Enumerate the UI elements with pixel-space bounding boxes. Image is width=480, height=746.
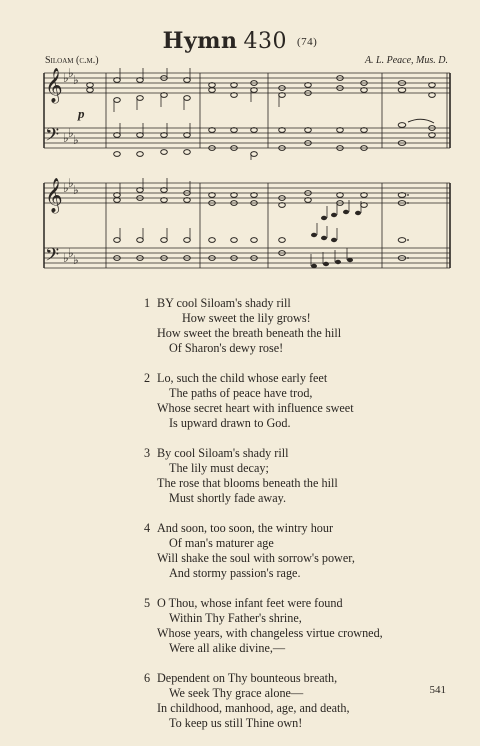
svg-text:𝄢: 𝄢 bbox=[45, 125, 60, 150]
verse-2 bbox=[0, 371, 480, 431]
verse-number: 1 bbox=[144, 296, 151, 310]
verse-line: By cool Siloam's shady rill bbox=[157, 446, 289, 460]
music-system-2 bbox=[42, 178, 452, 270]
svg-text:♭: ♭ bbox=[73, 133, 79, 147]
dynamic-marking: p bbox=[78, 106, 85, 121]
verse-line: Lo, such the child whose early feet bbox=[157, 371, 328, 385]
verse-line: Whose years, with changeless virtue crowned, bbox=[157, 626, 383, 640]
verse-line: Of man's maturer age bbox=[169, 536, 274, 550]
filled-notes-system-2 bbox=[311, 194, 409, 268]
verse-number: 2 bbox=[144, 371, 151, 385]
verse-line: Were all alike divine,— bbox=[169, 641, 286, 655]
verse-line: Dependent on Thy bounteous breath, bbox=[157, 671, 338, 685]
alternate-number: (74) bbox=[297, 36, 318, 48]
verse-number: 4 bbox=[144, 521, 151, 535]
verse-number: 6 bbox=[144, 671, 151, 685]
notes-system-2 bbox=[114, 188, 406, 261]
verse-3 bbox=[0, 446, 480, 506]
hymn-title bbox=[0, 28, 480, 54]
svg-text:♭: ♭ bbox=[68, 178, 74, 190]
verse-line: In childhood, manhood, age, and death, bbox=[157, 701, 350, 715]
verse-line: The paths of peace have trod, bbox=[169, 386, 313, 400]
verse-line: Must shortly fade away. bbox=[169, 491, 286, 505]
svg-text:𝄞: 𝄞 bbox=[45, 178, 63, 213]
hymn-verses bbox=[0, 296, 480, 746]
bass-clef-icon bbox=[45, 125, 59, 150]
svg-text:♭: ♭ bbox=[63, 251, 69, 265]
tune-name: Siloam (c.m.) bbox=[45, 55, 99, 66]
svg-text:♭: ♭ bbox=[63, 131, 69, 145]
svg-text:♭: ♭ bbox=[73, 183, 79, 197]
verse-line: Will shake the soul with sorrow's power, bbox=[157, 551, 355, 565]
key-signature-flats bbox=[63, 68, 79, 147]
verse-number: 3 bbox=[144, 446, 151, 460]
svg-text:♭: ♭ bbox=[63, 71, 69, 85]
verse-line: The rose that blooms beneath the hill bbox=[157, 476, 338, 490]
hymn-number: 430 bbox=[243, 29, 287, 54]
verse-line: O Thou, whose infant feet were found bbox=[157, 596, 343, 610]
bass-clef-icon bbox=[45, 245, 59, 270]
svg-text:𝄢: 𝄢 bbox=[45, 245, 60, 270]
verse-line: Of Sharon's dewy rose! bbox=[169, 341, 284, 355]
verse-line: And soon, too soon, the wintry hour bbox=[157, 521, 334, 535]
verse-line: The lily must decay; bbox=[169, 461, 269, 475]
verse-1 bbox=[0, 296, 480, 356]
composer: A. L. Peace, Mus. D. bbox=[364, 55, 448, 66]
verse-line: How sweet the lily grows! bbox=[182, 311, 311, 325]
hymn-word: Hymn bbox=[162, 28, 238, 54]
music-system-1 bbox=[42, 68, 452, 160]
svg-text:♭: ♭ bbox=[63, 181, 69, 195]
verse-line: To keep us still Thine own! bbox=[169, 716, 303, 730]
verse-5 bbox=[0, 596, 480, 656]
svg-text:♭: ♭ bbox=[68, 68, 74, 80]
svg-text:♭: ♭ bbox=[68, 246, 74, 260]
verse-line: And stormy passion's rage. bbox=[169, 566, 301, 580]
treble-clef-icon bbox=[45, 68, 63, 104]
svg-text:♭: ♭ bbox=[68, 126, 74, 140]
verse-line: How sweet the breath beneath the hill bbox=[157, 326, 342, 340]
verse-line: BY cool Siloam's shady rill bbox=[157, 296, 291, 310]
verse-6 bbox=[0, 671, 480, 731]
verse-4 bbox=[0, 521, 480, 581]
verse-line: Is upward drawn to God. bbox=[169, 416, 291, 430]
verse-number: 5 bbox=[144, 596, 151, 610]
svg-text:♭: ♭ bbox=[73, 253, 79, 267]
svg-text:♭: ♭ bbox=[73, 73, 79, 87]
svg-text:𝄞: 𝄞 bbox=[45, 68, 63, 103]
key-signature-flats bbox=[63, 178, 79, 267]
treble-clef-icon bbox=[45, 178, 63, 214]
verse-line: We seek Thy grace alone— bbox=[169, 686, 304, 700]
verse-line: Whose secret heart with influence sweet bbox=[157, 401, 354, 415]
page-number: 541 bbox=[429, 684, 446, 696]
verse-line: Within Thy Father's shrine, bbox=[169, 611, 302, 625]
